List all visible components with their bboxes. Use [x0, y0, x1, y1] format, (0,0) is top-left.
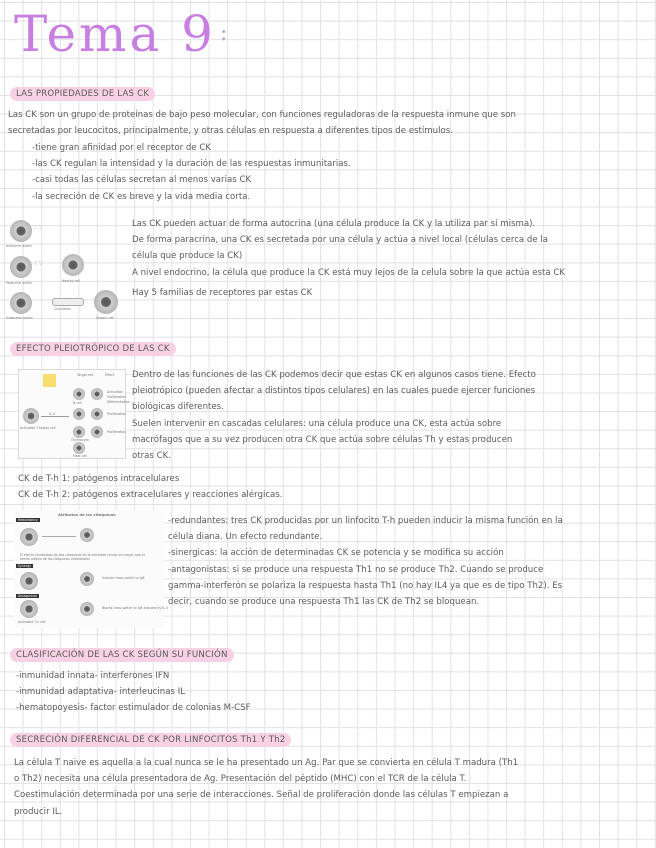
list-item: -inmunidad adaptativa- interleucinas IL [16, 687, 186, 698]
figure-label: Activated T-helper cell [20, 426, 56, 430]
text-line: -sinergicas: la acción de determinadas CK se potencia y se modifica su acción [168, 548, 504, 559]
list-item: -las CK regulan la intensidad y la duración de las respuestas inmunitarias. [32, 159, 351, 170]
cell-icon [10, 292, 32, 314]
text-line: secretadas por leucocitos, principalmente, y otras células en respuesta a diferentes tipos de estímulos. [8, 126, 453, 137]
text-line: CK de T-h 2: patógenos extracelulares y reacciones alérgicas. [18, 490, 283, 501]
figure-title: Atributos de las citoquinas [58, 512, 116, 517]
cell-icon [23, 408, 39, 424]
text-line: -antagonistas: si se produce una respuesta Th1 no se produce Th2. Cuando se produce [168, 564, 544, 575]
text-line: Dentro de las funciones de las CK podemos decir que estas CK en algunos casos tiene. Efecto [132, 370, 536, 380]
section-header-pleiotropico: EFECTO PLEIOTRÓPICO DE LAS CK [10, 342, 176, 356]
text-line: producir IL. [14, 806, 63, 817]
text-line: CK de T-h 1: patógenos intracelulares [18, 474, 180, 484]
text-line: De forma paracrina, una CK es secretada por una célula y actúa a nivel local (células cerca de la [132, 235, 549, 246]
text-line: Coestimulación determinada por una serie de interacciones. Señal de proliferación donde las células T empiezan a [14, 790, 509, 801]
figure-label: Proliferation [107, 395, 127, 399]
text-line: otras CK. [132, 451, 172, 462]
figure-label: Activation [107, 390, 123, 394]
figure-label: Target cell [77, 373, 94, 377]
figure-label: Circulation [54, 307, 72, 311]
section-header-clasificacion: CLASIFICACIÓN DE LAS CK SEGÚN SU FUNCIÓN [10, 648, 234, 662]
list-item: -hematopoyesis- factor estimulador de colonias M-CSF [16, 703, 251, 714]
figure-label: Thymocyte [71, 438, 89, 442]
figure-label: Induces class switch to IgE [102, 576, 145, 580]
list-item: -inmunidad innata- interferones IFN [16, 671, 170, 681]
cytokine-action-figure [4, 214, 128, 324]
figure-label: Redundancy [18, 518, 38, 522]
cell-icon [73, 408, 85, 420]
cell-icon [73, 388, 85, 400]
secrecion-text [14, 755, 518, 820]
text-line: célula que produce la CK) [132, 251, 243, 262]
figure-label: El efecto combinado de dos citoquinas en la actividad celular es mayor que el efecto aditivo de las citoquinas individuales [20, 553, 145, 561]
figure-label: Mast cell [73, 454, 88, 458]
text-line: decir, cuando se produce una respuesta Th1 las CK de Th2 se bloquean. [168, 597, 480, 608]
section-header-propiedades: LAS PROPIEDADES DE LAS CK [10, 87, 155, 101]
pleiotropy-text [132, 367, 536, 464]
figure-label: B cell [73, 401, 82, 405]
figure-label: Proliferation [107, 412, 127, 416]
receptor-families: Hay 5 familias de receptores par estas CK [132, 288, 313, 298]
figure-label: Blocks class switch to IgE induced by IL-4 [102, 606, 169, 610]
figure-label: Activated T-h cell [18, 620, 46, 624]
text-line: A nivel endocrino, la célula que produce la CK está muy lejos de la celula sobre la que actúa esta CK [132, 267, 566, 278]
text-line: biológicas diferentes. [132, 402, 224, 413]
figure-label: Endocrine action [6, 316, 33, 320]
cell-icon [91, 408, 103, 420]
propiedades-list [32, 140, 351, 205]
page-title: Tema 9 : [14, 5, 231, 63]
list-item: -la secreción de CK es breve y la vida media corta. [32, 191, 251, 202]
figure-label: Differentiation [107, 400, 130, 404]
cytokine-attributes-text [168, 513, 563, 610]
text-line: gamma-interferón se polariza la respuesta hasta Th1 (no hay IL4 ya que es de tipo Th2). Es [168, 580, 563, 591]
th-ck-list [18, 471, 283, 503]
cell-icon [91, 426, 103, 438]
arrow [42, 536, 76, 537]
cell-icon [80, 528, 94, 542]
section-header-secrecion: SECRECIÓN DIFERENCIAL DE CK POR LINFOCITOS Th1 Y Th2 [10, 733, 291, 747]
circulation-vessel [52, 298, 84, 306]
figure-label: Synergy [18, 564, 32, 568]
cell-icon [10, 220, 32, 242]
text-line: Las CK pueden actuar de forma autocrina (una célula produce la CK y la utiliza par sí misma). [132, 219, 536, 229]
text-line: pleiotrópico (pueden afectar a distintos tipos celulares) en las cuales puede ejercer funciones [132, 386, 536, 397]
cell-icon [62, 254, 84, 276]
text-line: La célula T naive es aquella a la cual nunca se le ha presentado un Ag. Par que se convierta en célula T madura (Th1 [14, 758, 519, 768]
cell-icon [10, 256, 32, 278]
clasificacion-list [16, 668, 251, 717]
propiedades-intro [8, 107, 516, 139]
figure-label: IL-4 [49, 412, 55, 416]
arrow [41, 416, 69, 417]
figure-label: Effect [105, 373, 115, 377]
text-line: célula diana. Un efecto redundante. [168, 532, 323, 543]
cell-icon [20, 528, 38, 546]
text-line: Las CK son un grupo de proteínas de bajo peso molecular, con funciones reguladoras de la respuesta inmune que son [8, 110, 516, 120]
list-item: -casi todas las células secretan al menos varias CK [32, 175, 252, 186]
cytokine-dots: ∴∵ [34, 260, 44, 267]
figure-label: Antagonism [18, 594, 38, 598]
sticky-note [43, 374, 56, 387]
cell-icon [73, 426, 85, 438]
cytokine-attributes-figure [14, 510, 169, 628]
cell-icon [80, 572, 94, 586]
figure-label: Autocrine action [6, 244, 33, 248]
cell-icon [20, 572, 38, 590]
cell-icon [20, 600, 38, 618]
cytokine-dots: ∴∵ [34, 224, 44, 231]
pleiotropy-figure [18, 369, 130, 459]
text-line: Suelen intervenir en cascadas celulares: una célula produce una CK, esta actúa sobre [132, 418, 502, 429]
figure-label: Nearby cell [62, 279, 81, 283]
figure-label: Distant cell [96, 316, 114, 320]
cell-icon [80, 602, 94, 616]
cell-icon [73, 442, 85, 454]
figure-label: Paracrine action [6, 281, 32, 285]
text-line: -redundantes: tres CK producidas por un linfocito T-h pueden inducir la misma función en la [168, 516, 563, 526]
figure-label: Proliferation [107, 430, 127, 434]
ck-action-modes [132, 216, 565, 281]
list-item: -tiene gran afinidad por el receptor de CK [32, 143, 211, 153]
text-line: o Th2) necesita una célula presentadora de Ag. Presentación del péptido (MHC) con el TCR de la célula T. [14, 774, 467, 785]
text-line: macrófagos que a su vez producen otra CK que actúa sobre células Th y estas producen [132, 434, 513, 445]
cell-icon [91, 388, 103, 400]
cell-icon [94, 290, 118, 314]
